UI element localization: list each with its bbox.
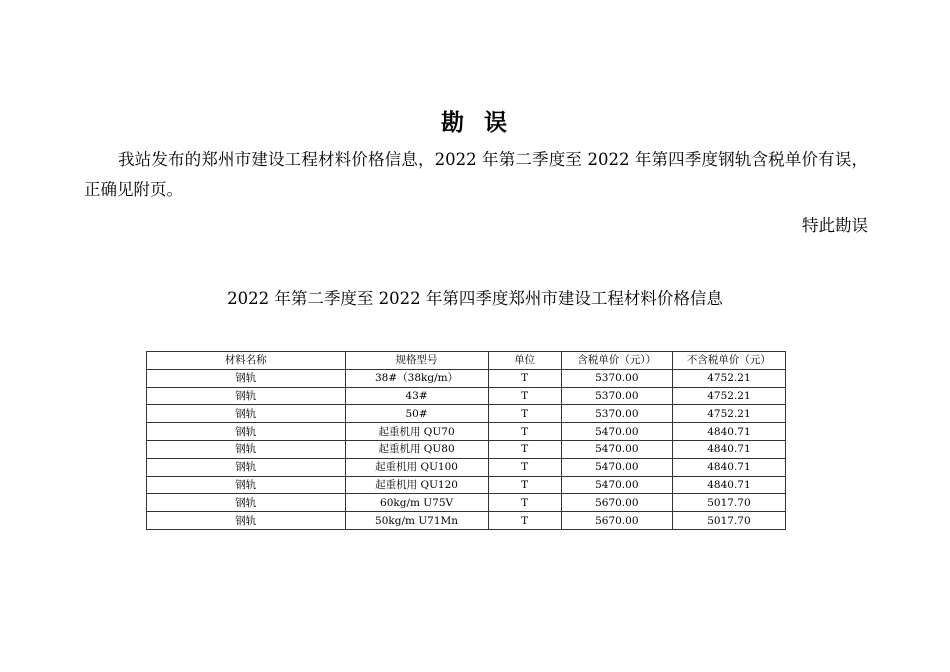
cell-unit: T [488,440,561,458]
title-char: 误 [484,109,509,136]
cell-price-with-tax: 5470.00 [561,476,672,494]
cell-material-name: 钢轨 [147,494,346,512]
cell-material-name: 钢轨 [147,440,346,458]
cell-price-without-tax: 4840.71 [672,458,785,476]
cell-material-name: 钢轨 [147,458,346,476]
cell-price-with-tax: 5470.00 [561,440,672,458]
cell-spec-model: 起重机用 QU80 [345,440,488,458]
title-char: 勘 [441,109,466,136]
cell-spec-model: 38#（38kg/m） [345,369,488,387]
table-row [147,494,786,512]
cell-material-name: 钢轨 [147,512,346,530]
cell-unit: T [488,423,561,441]
cell-unit: T [488,494,561,512]
cell-price-without-tax: 5017.70 [672,494,785,512]
table-row [147,440,786,458]
cell-unit: T [488,369,561,387]
header-price-without-tax: 不含税单价（元） [672,352,785,370]
cell-price-without-tax: 4752.21 [672,405,785,423]
table-row [147,405,786,423]
table-row [147,458,786,476]
cell-spec-model: 43# [345,387,488,405]
table-header-row [147,352,786,370]
header-price-with-tax: 含税单价（元）） [561,352,672,370]
cell-price-without-tax: 5017.70 [672,512,785,530]
cell-unit: T [488,458,561,476]
cell-price-without-tax: 4840.71 [672,423,785,441]
cell-spec-model: 50kg/m U71Mn [345,512,488,530]
cell-material-name: 钢轨 [147,423,346,441]
cell-price-with-tax: 5370.00 [561,387,672,405]
header-unit: 单位 [488,352,561,370]
cell-price-without-tax: 4752.21 [672,369,785,387]
cell-price-with-tax: 5670.00 [561,512,672,530]
price-table-body [147,369,786,529]
signoff: 特此勘误 [802,216,868,235]
cell-price-without-tax: 4752.21 [672,387,785,405]
cell-spec-model: 起重机用 QU120 [345,476,488,494]
table-row [147,387,786,405]
cell-spec-model: 起重机用 QU100 [345,458,488,476]
header-spec-model: 规格型号 [345,352,488,370]
table-row [147,369,786,387]
cell-unit: T [488,512,561,530]
cell-unit: T [488,387,561,405]
cell-unit: T [488,476,561,494]
table-title: 2022 年第二季度至 2022 年第四季度郑州市建设工程材料价格信息 [227,289,723,308]
table-row [147,512,786,530]
header-material-name: 材料名称 [147,352,346,370]
cell-material-name: 钢轨 [147,369,346,387]
cell-spec-model: 起重机用 QU70 [345,423,488,441]
notice-paragraph: 我站发布的郑州市建设工程材料价格信息，2022 年第二季度至 2022 年第四季度钢轨含税单价有误，正确见附页。 [84,150,868,199]
cell-spec-model: 60kg/m U75V [345,494,488,512]
cell-unit: T [488,405,561,423]
cell-price-with-tax: 5670.00 [561,494,672,512]
cell-material-name: 钢轨 [147,476,346,494]
cell-price-with-tax: 5370.00 [561,405,672,423]
cell-material-name: 钢轨 [147,387,346,405]
cell-price-with-tax: 5370.00 [561,369,672,387]
cell-material-name: 钢轨 [147,405,346,423]
cell-price-with-tax: 5470.00 [561,458,672,476]
cell-price-without-tax: 4840.71 [672,476,785,494]
cell-price-without-tax: 4840.71 [672,440,785,458]
cell-spec-model: 50# [345,405,488,423]
cell-price-with-tax: 5470.00 [561,423,672,441]
price-table [146,351,786,530]
table-row [147,423,786,441]
document-title [0,104,950,137]
table-row [147,476,786,494]
